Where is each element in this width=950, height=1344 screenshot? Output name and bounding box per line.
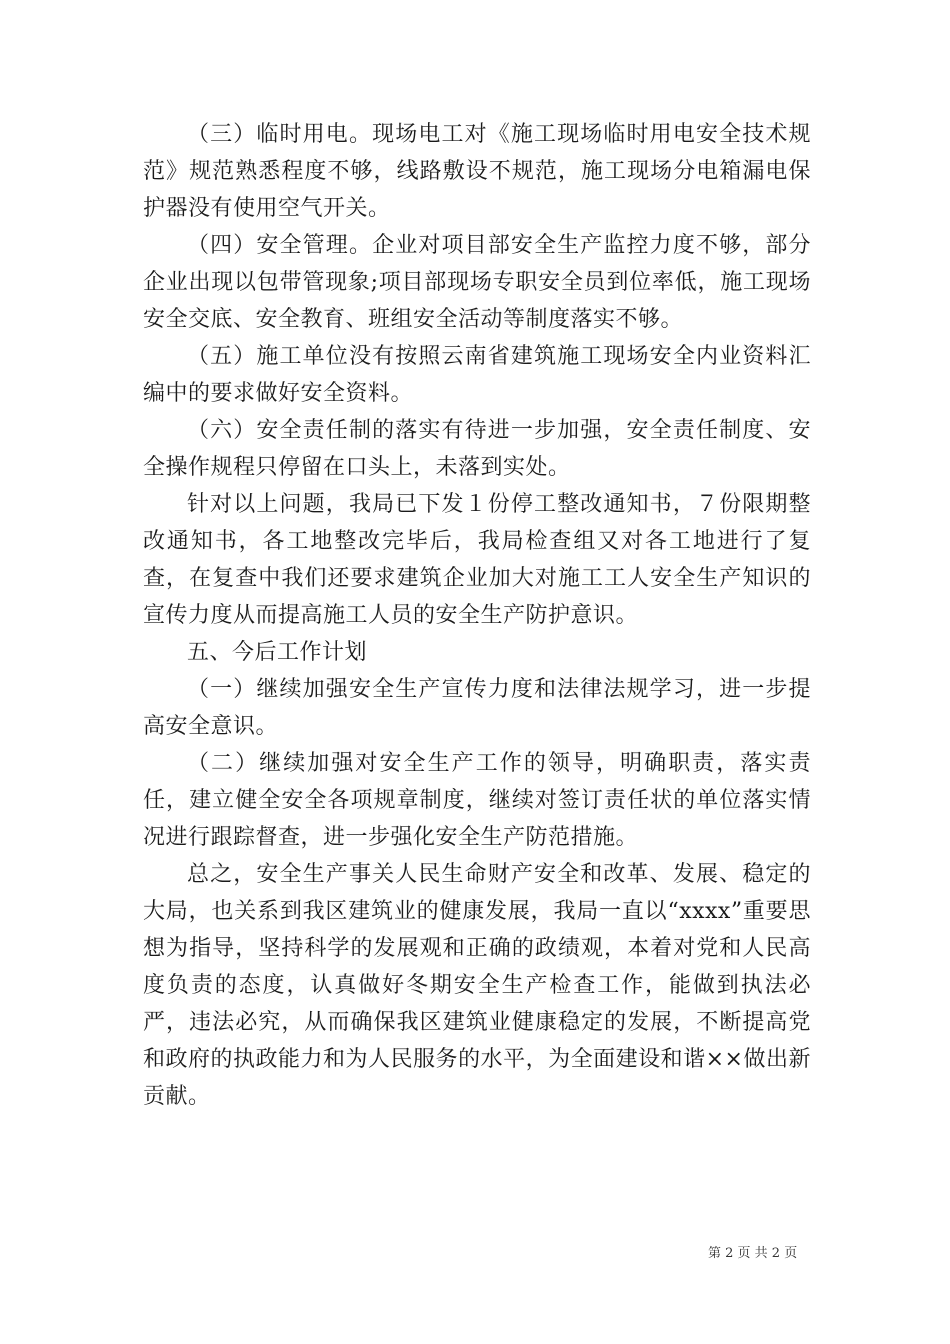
paragraph-plan-item-2: （二）继续加强对安全生产工作的领导，明确职责，落实责任，建立健全安全各项规章制度，继续对签订责任状的单位落实情况进行跟踪督查，进一步强化安全生产防范措施。 [143, 751, 811, 850]
paragraph-safety-records: （五）施工单位没有按照云南省建筑施工现场安全内业资料汇编中的要求做好安全资料。 [143, 344, 811, 406]
paragraph-responsibility-system: （六）安全责任制的落实有待进一步加强，安全责任制度、安全操作规程只停留在口头上，未落到实处。 [143, 418, 811, 480]
paragraph-temporary-electricity: （三）临时用电。现场电工对《施工现场临时用电安全技术规范》规范熟悉程度不够，线路敷设不规范，施工现场分电箱漏电保护器没有使用空气开关。 [143, 122, 811, 221]
section-heading-future-plan: 五、今后工作计划 [187, 640, 368, 665]
paragraph-safety-management: （四）安全管理。企业对项目部安全生产监控力度不够，部分企业出现以包带管现象;项目部现场专职安全员到位率低，施工现场安全交底、安全教育、班组安全活动等制度落实不够。 [143, 233, 811, 332]
page-number-label: 第 2 页 共 2 页 [708, 1246, 798, 1261]
paragraph-conclusion: 总之，安全生产事关人民生命财产安全和改革、发展、稳定的大局，也关系到我区建筑业的健康发展，我局一直以“xxxx”重要思想为指导，坚持科学的发展观和正确的政绩观，本着对党和人民高度负责的态度，认真做好冬期安全生产检查工作，能做到执法必严，违法必究，从而确保我区建筑业健康稳定的发展，不断提高党和政府的执政能力和为人民服务的水平，为全面建设和谐××做出新贡献。 [143, 862, 811, 1109]
document-body [143, 116, 811, 1115]
page-number-footer [708, 1246, 797, 1262]
paragraph-rectification-notices: 针对以上问题，我局已下发１份停工整改通知书，７份限期整改通知书，各工地整改完毕后，我局检查组又对各工地进行了复查，在复查中我们还要求建筑企业加大对施工工人安全生产知识的宣传力度从而提高施工人员的安全生产防护意识。 [143, 492, 811, 628]
paragraph-plan-item-1: （一）继续加强安全生产宣传力度和法律法规学习，进一步提高安全意识。 [143, 677, 811, 739]
